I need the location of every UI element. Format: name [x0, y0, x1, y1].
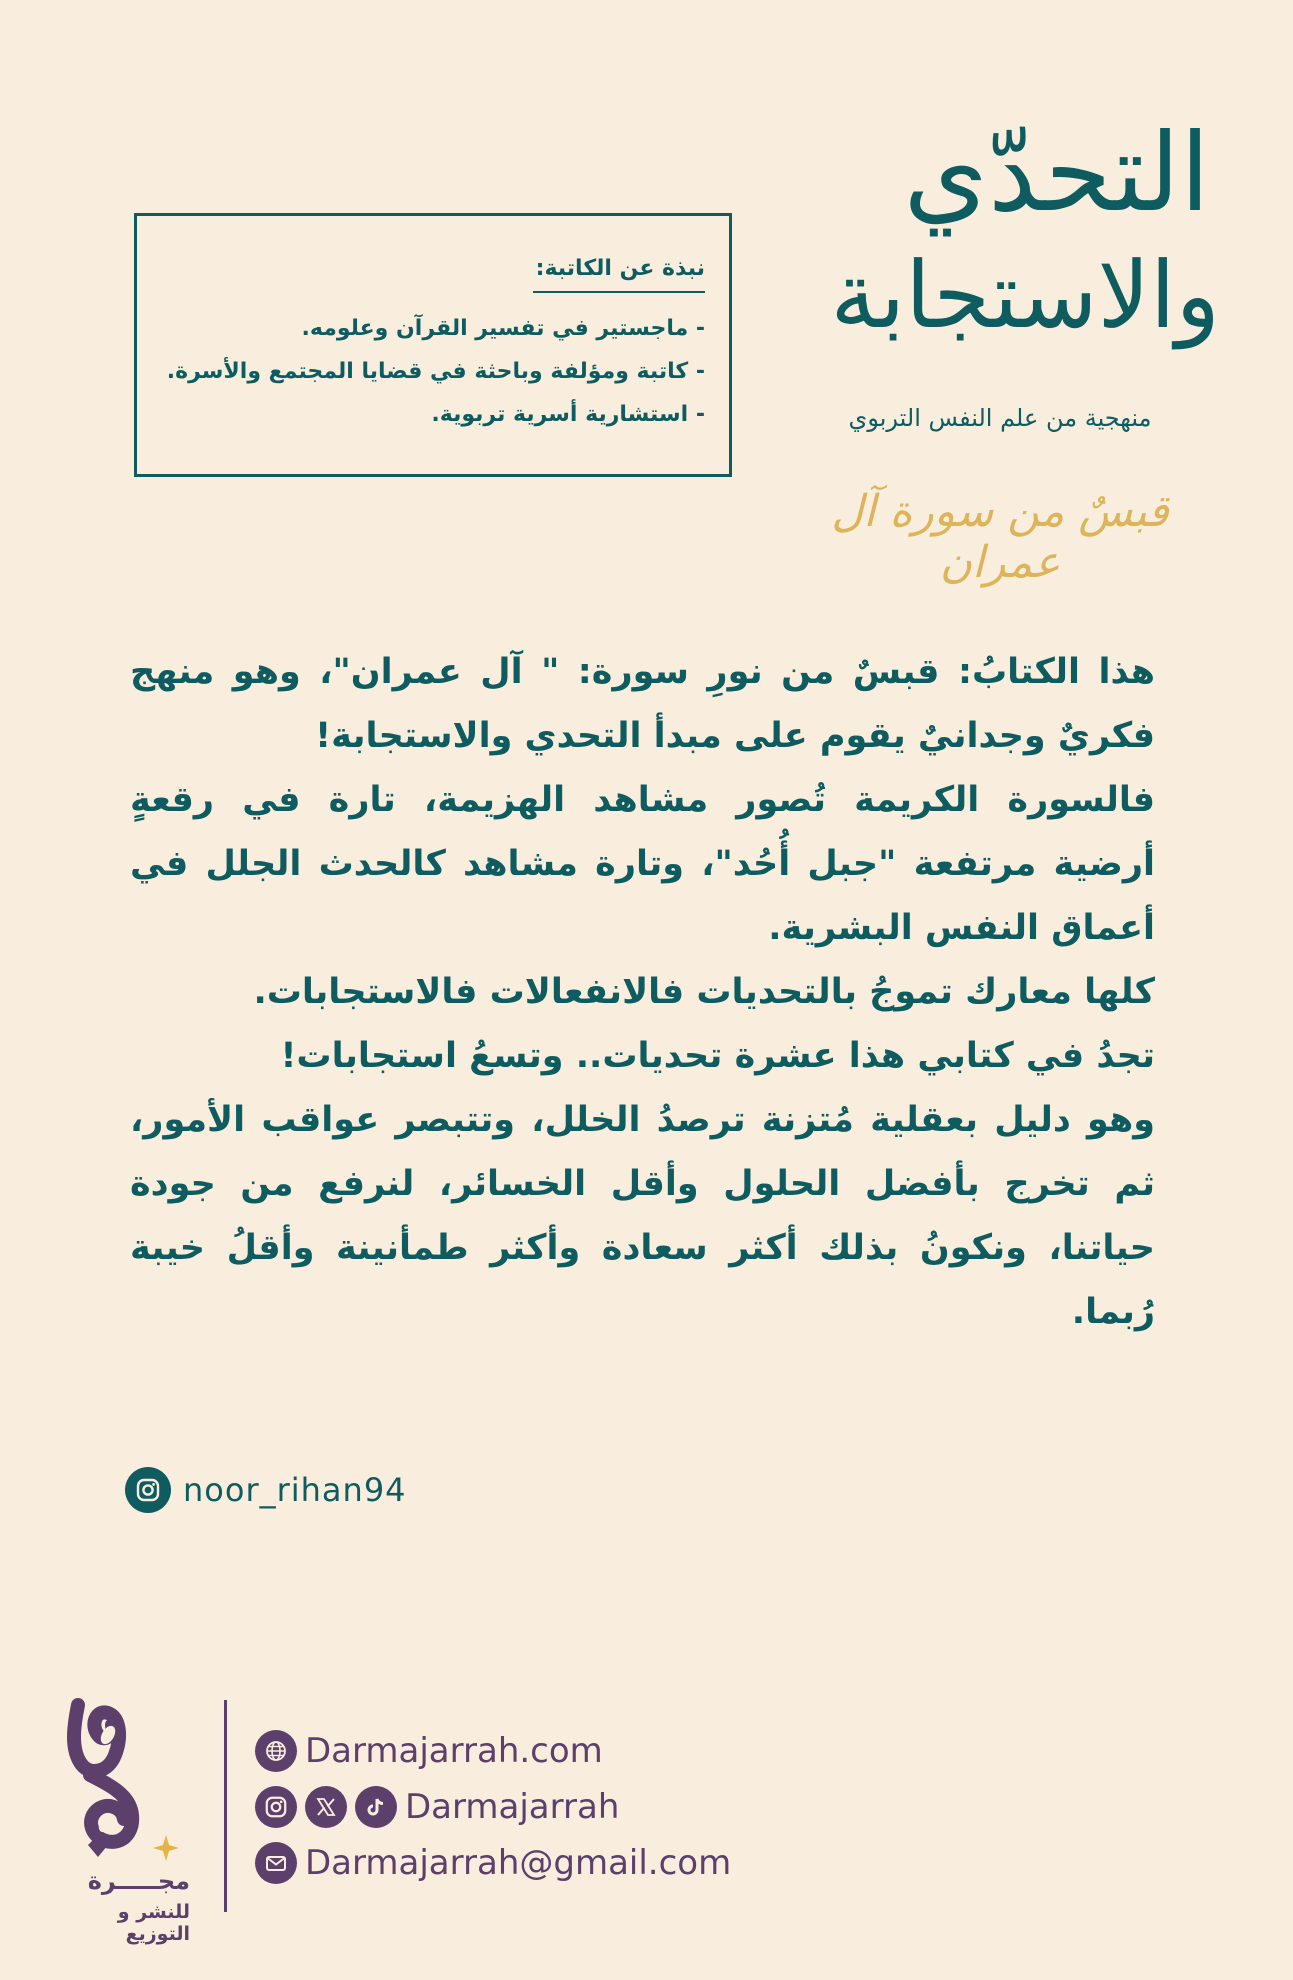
- book-title: [780, 100, 1220, 400]
- star-icon: [153, 1835, 179, 1861]
- description-paragraph: فالسورة الكريمة تُصور مشاهد الهزيمة، تارة في رقعةٍ أرضية مرتفعة "جبل أُحُد"، وتارة مشاهد كالحدث الجلل في أعماق النفس البشرية.: [130, 780, 1155, 948]
- footer-divider: [224, 1700, 227, 1912]
- title-line-2: والاستجابة: [830, 242, 1220, 349]
- email-link[interactable]: Darmajarrah@gmail.com: [305, 1843, 732, 1883]
- description-paragraph: كلها معارك تموجُ بالتحديات فالانفعالات فالاستجابات.: [253, 972, 1155, 1012]
- author-bio-item: - كاتبة ومؤلفة وباحثة في قضايا المجتمع والأسرة.: [166, 359, 705, 384]
- website-link[interactable]: Darmajarrah.com: [305, 1731, 603, 1771]
- author-bio-box: [134, 213, 732, 477]
- author-bio-list: [161, 307, 705, 436]
- instagram-icon: [125, 1467, 171, 1513]
- social-handle[interactable]: Darmajarrah: [405, 1787, 620, 1827]
- author-bio-item: - استشارية أسرية تربوية.: [431, 402, 705, 427]
- publisher-name: مجـــــرة: [87, 1867, 190, 1895]
- instagram-icon[interactable]: [255, 1786, 297, 1828]
- description-paragraph: هذا الكتابُ: قبسٌ من نورِ سورة: " آل عمران"، وهو منهج فكريٌ وجدانيٌ يقوم على مبدأ التحدي والاستجابة!: [130, 652, 1155, 756]
- instagram-handle[interactable]: noor_rihan94: [183, 1471, 407, 1509]
- book-subtitle: منهجية من علم النفس التربوي: [848, 404, 1152, 432]
- book-description: [130, 640, 1155, 1344]
- publisher-logo: [60, 1695, 210, 1945]
- website-row[interactable]: [255, 1728, 731, 1774]
- gold-tagline: قبسٌ من سورة آل عمران: [831, 486, 1169, 588]
- globe-icon: [255, 1730, 297, 1772]
- social-row: [255, 1784, 731, 1830]
- title-line-1: التحدّي: [903, 111, 1210, 236]
- author-bio-item: - ماجستير في تفسير القرآن وعلومه.: [301, 316, 705, 341]
- description-paragraph: وهو دليل بعقلية مُتزنة ترصدُ الخلل، وتتبصر عواقب الأمور، ثم تخرج بأفضل الحلول وأقل الخسائر، لنرفع من جودة حياتنا، ونكونُ بذلك أكثر سعادة وأكثر طمأنينة وأقلُ خيبة رُبما.: [130, 1100, 1155, 1332]
- publisher-calligraphy-icon: [60, 1695, 190, 1865]
- author-instagram[interactable]: [125, 1465, 407, 1515]
- description-paragraph: تجدُ في كتابي هذا عشرة تحديات.. وتسعُ استجابات!: [280, 1036, 1155, 1076]
- email-row[interactable]: [255, 1840, 731, 1886]
- mail-icon: [255, 1842, 297, 1884]
- tiktok-icon[interactable]: [355, 1786, 397, 1828]
- publisher-contact: [255, 1728, 731, 1886]
- x-icon[interactable]: [305, 1786, 347, 1828]
- publisher-tagline: للنشر و التوزيع: [117, 1901, 190, 1945]
- author-bio-heading: نبذة عن الكاتبة:: [533, 256, 705, 293]
